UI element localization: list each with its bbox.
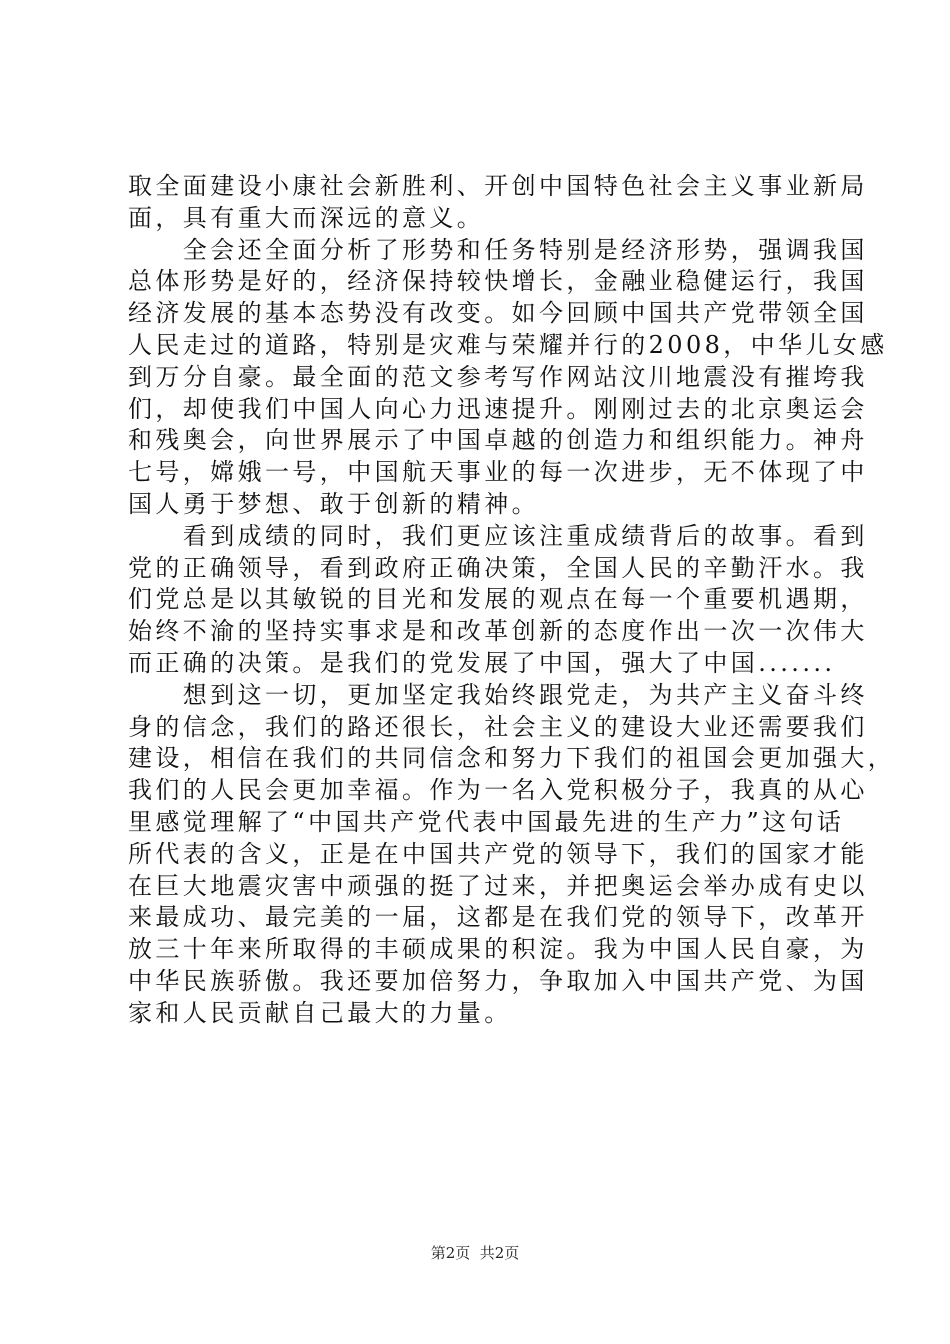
text-line: 而正确的决策。是我们的党发展了中国，强大了中国....... [128,648,836,677]
text-line: 人民走过的道路，特别是灾难与荣耀并行的2008，中华儿女感 [128,330,888,359]
text-line: 和残奥会，向世界展示了中国卓越的创造力和组织能力。神舟 [128,426,868,455]
text-line: 里感觉理解了“中国共产党代表中国最先进的生产力”这句话 [128,807,845,836]
text-line: 中华民族骄傲。我还要加倍努力，争取加入中国共产党、为国 [128,966,868,995]
text-line: 放三十年来所取得的丰硕成果的积淀。我为中国人民自豪，为 [128,935,868,964]
text-line: 在巨大地震灾害中顽强的挺了过来，并把奥运会举办成有史以 [128,871,868,900]
body-text [128,171,896,1030]
text-line: 到万分自豪。最全面的范文参考写作网站汶川地震没有摧垮我 [128,362,868,391]
text-line: 始终不渝的坚持实事求是和改革创新的态度作出一次一次伟大 [128,617,868,646]
text-line: 取全面建设小康社会新胜利、开创中国特色社会主义事业新局 [128,172,868,200]
text-line: 全会还全面分析了形势和任务特别是经济形势，强调我国 [128,235,868,264]
text-line: 家和人民贡献自己最大的力量。 [128,998,512,1027]
text-line: 经济发展的基本态势没有改变。如今回顾中国共产党带领全国 [128,299,868,328]
text-line: 我们的人民会更加幸福。作为一名入党积极分子，我真的从心 [128,776,868,805]
text-line: 党的正确领导，看到政府正确决策，全国人民的辛勤汗水。我 [128,553,868,582]
text-line: 看到成绩的同时，我们更应该注重成绩背后的故事。看到 [128,521,868,550]
text-line: 来最成功、最完美的一届，这都是在我们党的领导下，改革开 [128,903,868,932]
text-line: 们，却使我们中国人向心力迅速提升。刚刚过去的北京奥运会 [128,394,868,423]
text-line: 所代表的含义，正是在中国共产党的领导下，我们的国家才能 [128,839,868,868]
text-line: 身的信念，我们的路还很长，社会主义的建设大业还需要我们 [128,712,868,741]
text-line: 面，具有重大而深远的意义。 [128,203,485,232]
text-line: 想到这一切，更加坚定我始终跟党走，为共产主义奋斗终 [128,680,868,709]
page-footer [0,1243,950,1263]
text-line: 们党总是以其敏锐的目光和发展的观点在每一个重要机遇期， [128,585,868,614]
text-line: 总体形势是好的，经济保持较快增长，金融业稳健运行，我国 [128,267,868,296]
page-number: 第2页 共2页 [430,1244,520,1262]
text-line: 建设，相信在我们的共同信念和努力下我们的祖国会更加强大， [128,744,896,773]
text-line: 七号，嫦娥一号，中国航天事业的每一次进步，无不体现了中 [128,458,868,487]
text-line: 国人勇于梦想、敢于创新的精神。 [128,489,539,518]
